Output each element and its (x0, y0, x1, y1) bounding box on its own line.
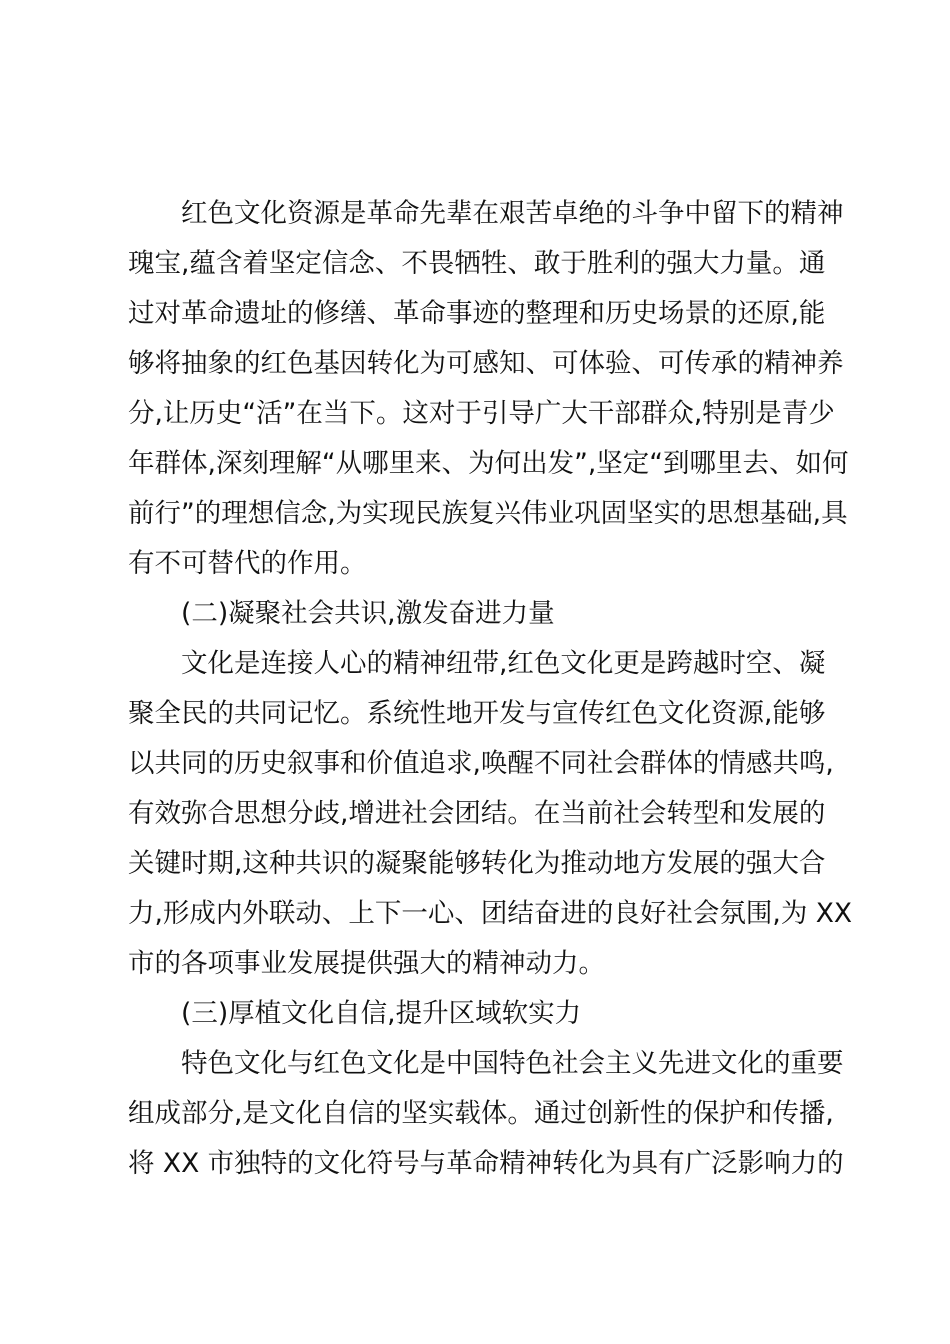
text-line: 特色文化与红色文化是中国特色社会主义先进文化的重要 (181, 1048, 844, 1079)
text-line: 前行”的理想信念,为实现民族复兴伟业巩固坚实的思想基础,具 (128, 498, 848, 529)
text-line: 有不可替代的作用。 (128, 548, 367, 579)
section-heading (128, 989, 822, 1039)
text-line: 力,形成内外联动、上下一心、团结奋进的良好社会氛围,为 XX (128, 898, 853, 929)
text-line: 组成部分,是文化自信的坚实载体。通过创新性的保护和传播, (128, 1098, 834, 1129)
text-line: 分,让历史“活”在当下。这对于引导广大干部群众,特别是青少 (128, 398, 835, 429)
text-line: 过对革命遗址的修缮、革命事迹的整理和历史场景的还原,能 (128, 298, 826, 329)
paragraph (128, 189, 849, 589)
document-body (128, 189, 853, 1189)
text-line: 聚全民的共同记忆。系统性地开发与宣传红色文化资源,能够 (128, 698, 826, 729)
text-line: 关键时期,这种共识的凝聚能够转化为推动地方发展的强大合 (128, 848, 826, 879)
text-line: 年群体,深刻理解“从哪里来、为何出发”,坚定“到哪里去、如何 (128, 448, 849, 479)
paragraph (128, 639, 853, 989)
text-line: 够将抽象的红色基因转化为可感知、可体验、可传承的精神养 (128, 348, 844, 379)
text-line: 以共同的历史叙事和价值追求,唤醒不同社会群体的情感共鸣, (128, 748, 834, 779)
section-heading (128, 589, 822, 639)
text-line: 将 XX 市独特的文化符号与革命精神转化为具有广泛影响力的 (128, 1148, 844, 1179)
text-line: 市的各项事业发展提供强大的精神动力。 (128, 948, 605, 979)
text-line: 有效弥合思想分歧,增进社会团结。在当前社会转型和发展的 (128, 798, 826, 829)
text-line: 瑰宝,蕴含着坚定信念、不畏牺牲、敢于胜利的强大力量。通 (128, 248, 826, 279)
text-line: 红色文化资源是革命先辈在艰苦卓绝的斗争中留下的精神 (181, 198, 844, 229)
heading-text: (二)凝聚社会共识,激发奋进力量 (181, 598, 555, 629)
text-line: 文化是连接人心的精神纽带,红色文化更是跨越时空、凝 (181, 648, 826, 679)
paragraph (128, 1039, 844, 1189)
heading-text: (三)厚植文化自信,提升区域软实力 (181, 998, 582, 1029)
